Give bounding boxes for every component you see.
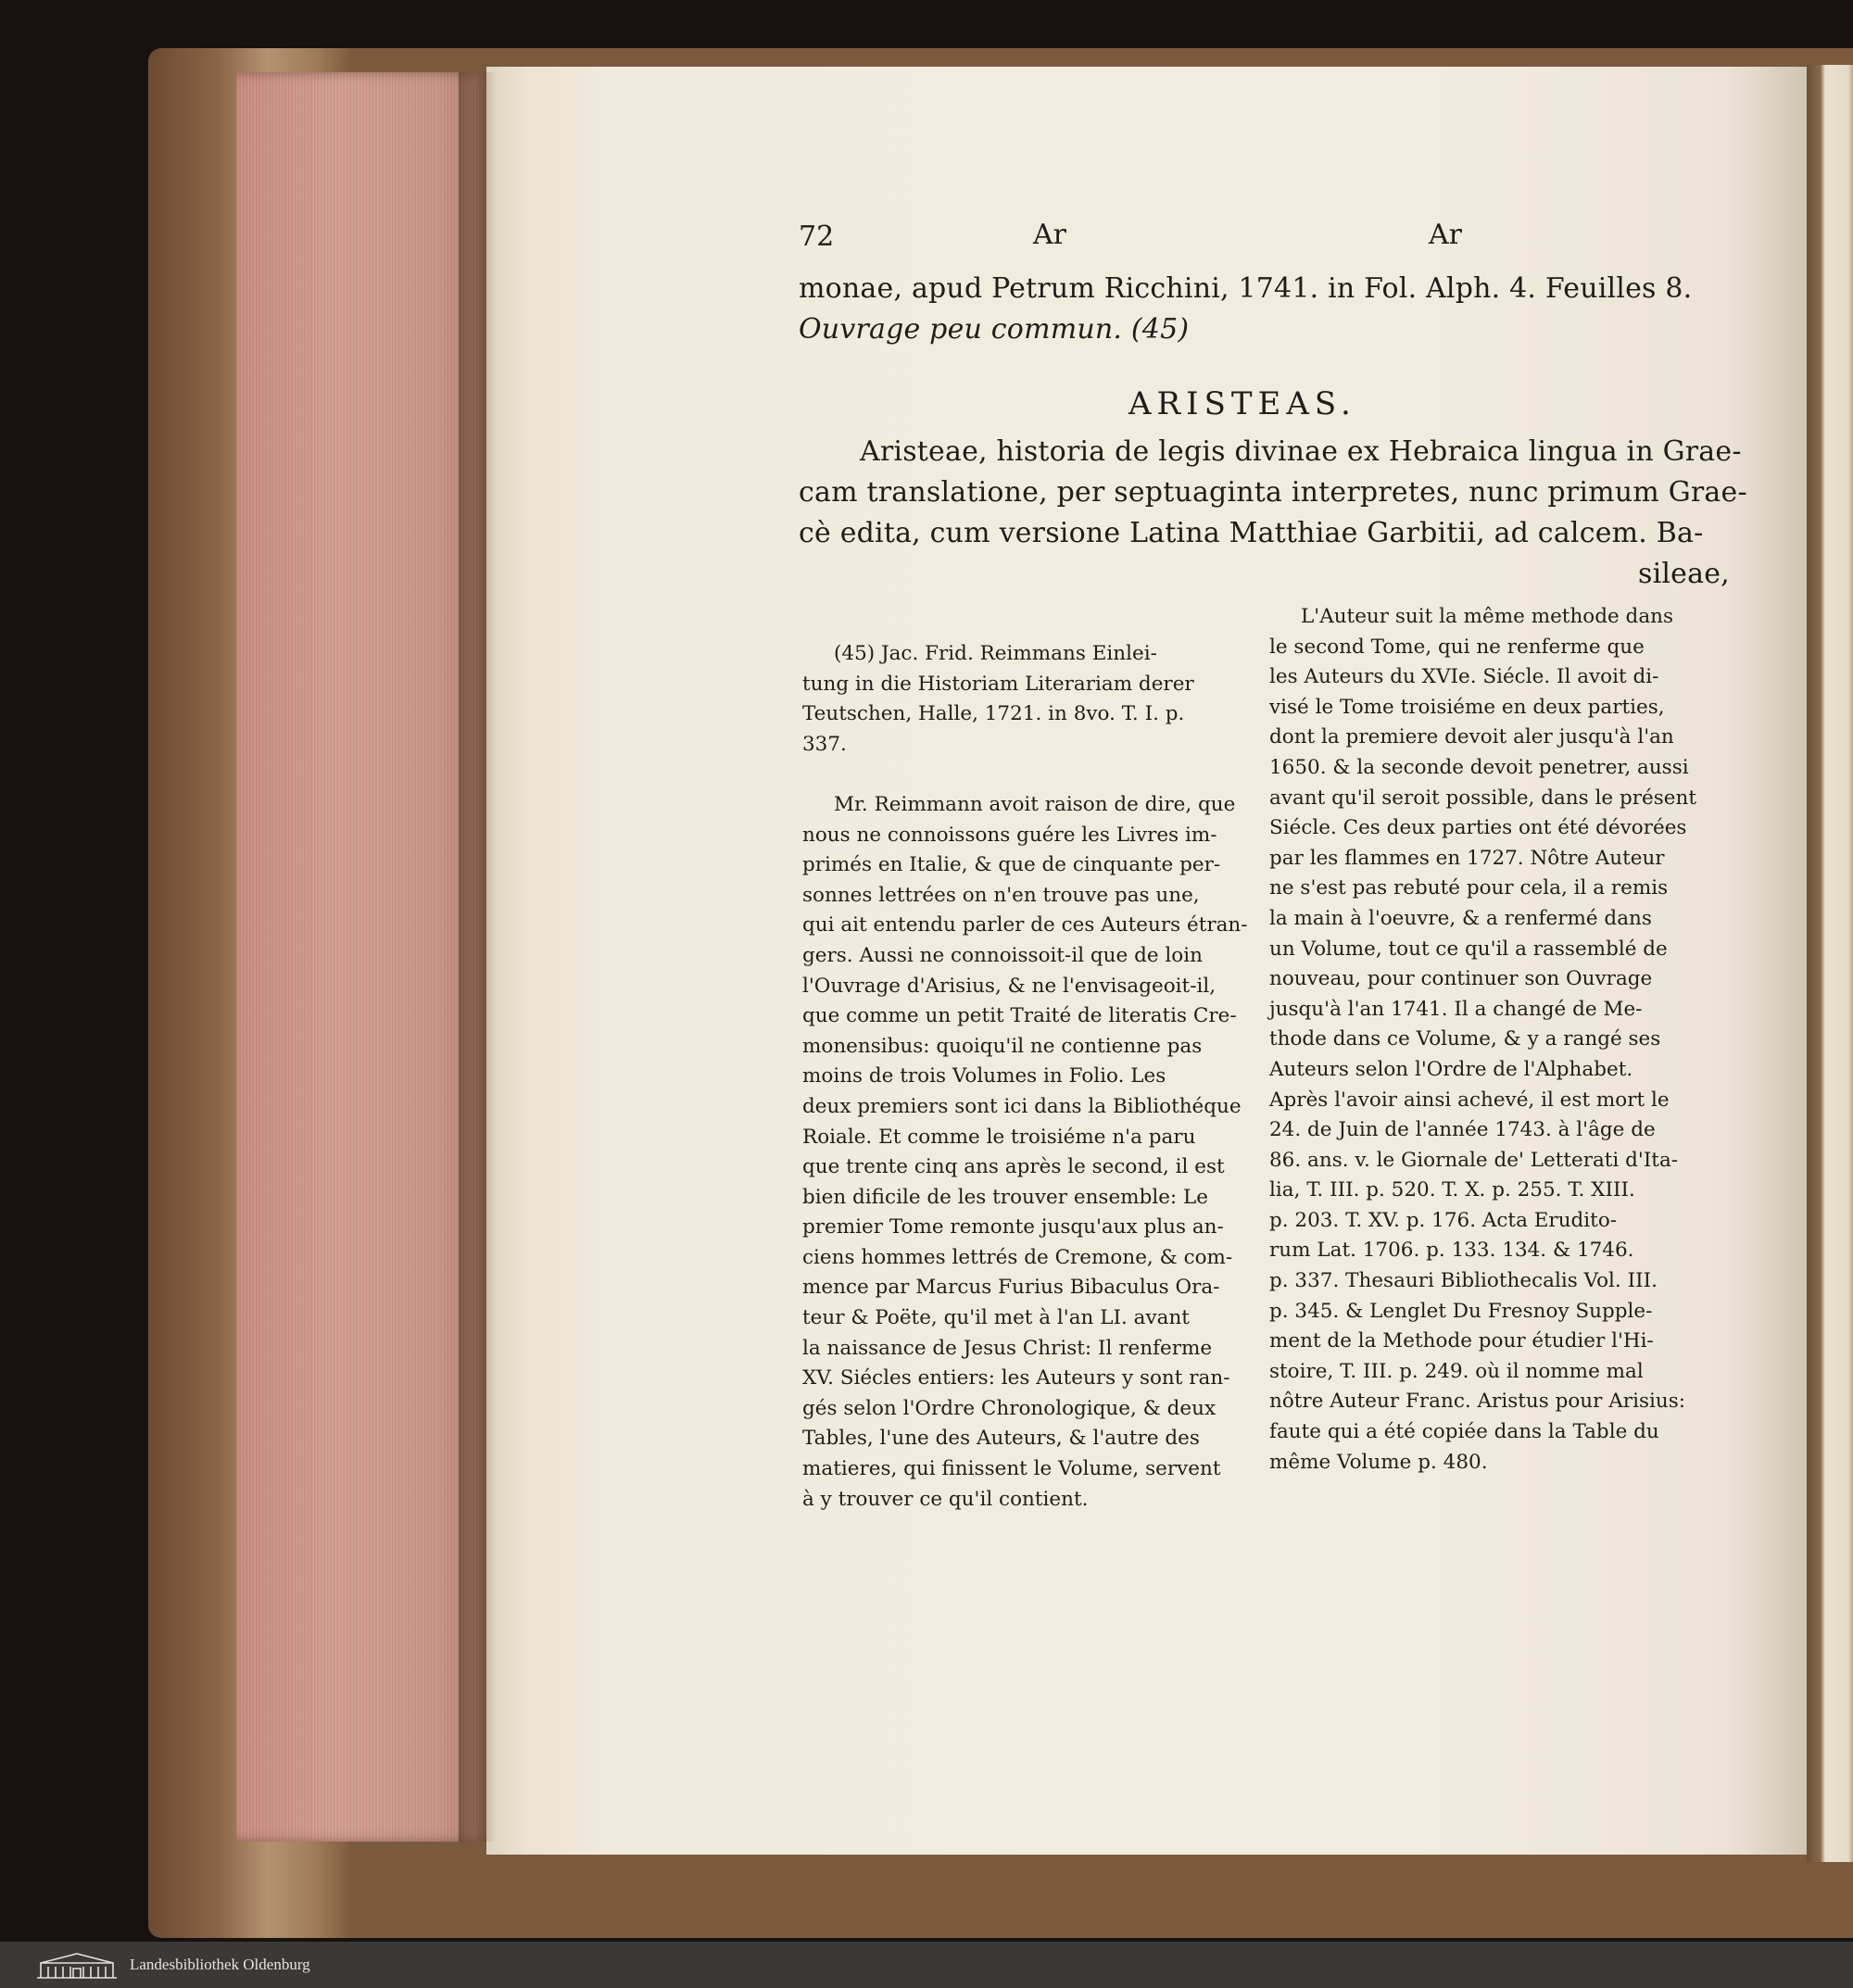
library-building-icon [35,1950,119,1980]
note-line: L'Auteur suit la même methode dans [1301,605,1674,628]
note-line: ne s'est pas rebuté pour cela, il a remis [1269,876,1669,900]
facing-page-edge [1807,65,1853,1862]
entry-line-2: cam translatione, per septuaginta interpretes, nunc primum Grae- [799,476,1747,509]
note-line: 1650. & la seconde devoit penetrer, aussi [1269,755,1689,779]
note-line: teur & Poëte, qu'il met à l'an LI. avant [802,1306,1190,1330]
library-name: Landesbibliothek Oldenburg [130,1956,310,1973]
note-line: deux premiers sont ici dans la Bibliothéque [802,1094,1242,1118]
gutter-shadow [459,72,496,1842]
note-line: gers. Aussi ne connoissoit-il que de loin [802,943,1203,967]
note-line: mence par Marcus Furius Bibaculus Ora- [802,1276,1220,1300]
top-line-1-text: monae, apud Petrum Ricchini, 1741. in Fol. Alph. 4. Feuilles 8. [799,272,1693,305]
note-line: que comme un petit Traité de literatis Cre- [802,1004,1237,1028]
note-line: bien dificile de les trouver ensemble: Le [802,1185,1209,1209]
note-line: même Volume p. 480. [1269,1450,1488,1474]
note-line: stoire, T. III. p. 249. où il nomme mal [1269,1359,1644,1383]
note-line: ciens hommes lettrés de Cremone, & com- [802,1245,1233,1269]
note-line: ment de la Methode pour étudier l'Hi- [1269,1329,1654,1353]
note-line: matieres, qui finissent le Volume, servent [802,1457,1221,1481]
note-line: que trente cinq ans après le second, il est [802,1155,1225,1179]
note-line: tung in die Historiam Literariam derer [802,672,1194,696]
entry-line-3: cè edita, cum versione Latina Matthiae Garbitii, ad calcem. Ba- [799,517,1704,549]
entry-line-4: sileae, [1638,558,1730,590]
top-line-1 [799,272,1716,305]
footer-bar [0,1942,1853,1988]
top-line-2: Ouvrage peu commun. (45) [799,313,1190,346]
note-line: par les flammes en 1727. Nôtre Auteur [1269,846,1665,870]
note-line: Teutschen, Halle, 1721. in 8vo. T. I. p. [802,702,1185,726]
note-line: p. 337. Thesauri Bibliothecalis Vol. III. [1269,1269,1658,1293]
note-line: un Volume, tout ce qu'il a rassemblé de [1269,937,1668,961]
note-line: monensibus: quoiqu'il ne contienne pas [802,1034,1203,1058]
notes-left-column [802,639,1248,1515]
note-line: la main à l'oeuvre, & a renfermé dans [1269,906,1652,930]
note-line: sonnes lettrées on n'en trouve pas une, [802,883,1200,907]
note-line: (45) Jac. Frid. Reimmans Einlei- [834,642,1157,665]
note-line: les Auteurs du XVIe. Siécle. Il avoit di- [1269,665,1659,689]
page-edges [236,72,486,1842]
running-head-left: Ar [1033,219,1067,251]
note-line: 86. ans. v. le Giornale de' Letterati d'Ita- [1269,1148,1679,1172]
note-line: premier Tome remonte jusqu'aux plus an- [802,1215,1224,1239]
notes-right-column [1269,602,1707,1478]
note-line: XV. Siécles entiers: les Auteurs y sont ran- [802,1366,1230,1390]
section-title: ARISTEAS. [1128,385,1356,422]
note-line: p. 203. T. XV. p. 176. Acta Erudito- [1269,1208,1618,1232]
note-line: visé le Tome troisiéme en deux parties, [1269,695,1665,719]
note-line: Auteurs selon l'Ordre de l'Alphabet. [1269,1057,1633,1081]
note-line: la naissance de Jesus Christ: Il renferme [802,1336,1213,1360]
page-number: 72 [799,220,835,253]
note-line: l'Ouvrage d'Arisius, & ne l'envisageoit-il, [802,974,1216,998]
note-line: gés selon l'Ordre Chronologique, & deux [802,1396,1216,1420]
note-line: nouveau, pour continuer son Ouvrage [1269,967,1653,991]
note-line: nous ne connoissons guére les Livres im- [802,823,1217,847]
note-line: 24. de Juin de l'année 1743. à l'âge de [1269,1118,1656,1142]
note-line: dont la premiere devoit aler jusqu'à l'an [1269,725,1674,749]
note-line: rum Lat. 1706. p. 133. 134. & 1746. [1269,1239,1634,1263]
note-line: Mr. Reimmann avoit raison de dire, que [834,792,1236,816]
note-line: à y trouver ce qu'il contient. [802,1487,1089,1511]
note-line: thode dans ce Volume, & y a rangé ses [1269,1027,1661,1051]
note-line: 337. [802,732,847,756]
entry-line-1: Aristeae, historia de legis divinae ex Hebraica lingua in Grae- [860,435,1742,468]
note-line: lia, T. III. p. 520. T. X. p. 255. T. XIII. [1269,1178,1635,1202]
note-line: faute qui a été copiée dans la Table du [1269,1420,1659,1444]
note-line: qui ait entendu parler de ces Auteurs étran- [802,913,1248,937]
note-line: moins de trois Volumes in Folio. Les [802,1064,1166,1088]
note-line: Siécle. Ces deux parties ont été dévorées [1269,816,1687,840]
running-head-right: Ar [1429,219,1463,251]
note-line: primés en Italie, & que de cinquante per- [802,853,1221,877]
note-line: Tables, l'une des Auteurs, & l'autre des [802,1427,1200,1451]
note-line: nôtre Auteur Franc. Aristus pour Arisius: [1269,1390,1685,1414]
note-line: Roiale. Et comme le troisiéme n'a paru [802,1125,1196,1149]
note-line: Après l'avoir ainsi achevé, il est mort le [1269,1088,1670,1112]
note-line [802,760,1245,790]
note-line: p. 345. & Lenglet Du Fresnoy Supple- [1269,1299,1653,1323]
note-line: le second Tome, qui ne renferme que [1269,635,1645,659]
note-line: avant qu'il seroit possible, dans le présent [1269,786,1696,810]
note-line: jusqu'à l'an 1741. Il a changé de Me- [1269,997,1643,1021]
